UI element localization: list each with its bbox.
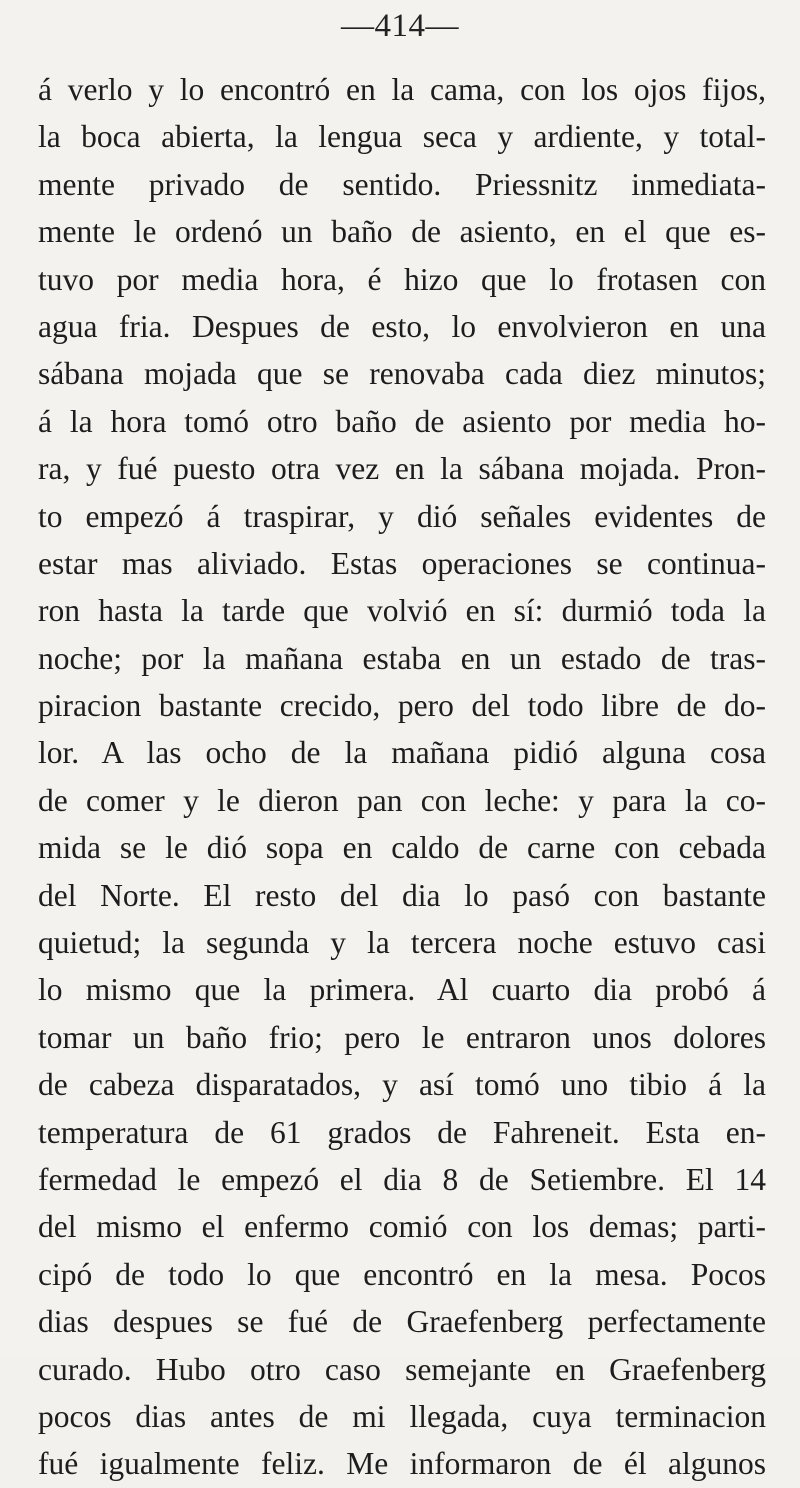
text-line: to empezó á traspirar, y dió señales evidentes de [38, 498, 766, 534]
text-line: lor. A las ocho de la mañana pidió alguna cosa [38, 735, 766, 771]
text-line: lo mismo que la primera. Al cuarto dia probó á [38, 972, 766, 1008]
text-line: mente privado de sentido. Priessnitz inmediata- [38, 166, 766, 202]
text-line: curado. Hubo otro caso semejante en Graefenberg [38, 1351, 766, 1387]
text-line: del mismo el enfermo comió con los demas; parti- [38, 1209, 766, 1245]
text-line: mida se le dió sopa en caldo de carne con cebada [38, 830, 766, 866]
text-line: noche; por la mañana estaba en un estado de tras- [38, 640, 766, 676]
text-line: de comer y le dieron pan con leche: y para la co- [38, 782, 766, 818]
text-line: fermedad le empezó el dia 8 de Setiembre. El 14 [38, 1161, 766, 1197]
text-line: dias despues se fué de Graefenberg perfectamente [38, 1304, 766, 1340]
text-line: estar mas aliviado. Estas operaciones se continua- [38, 545, 766, 581]
text-line: agua fria. Despues de esto, lo envolvieron en una [38, 308, 766, 344]
text-line: mente le ordenó un baño de asiento, en el que es- [38, 214, 766, 250]
text-line: ra, y fué puesto otra vez en la sábana mojada. Pron- [38, 451, 766, 487]
text-line: tuvo por media hora, é hizo que lo frotasen con [38, 261, 766, 297]
text-line: fué igualmente feliz. Me informaron de él algunos [38, 1446, 766, 1482]
page-number: —414— [341, 8, 459, 44]
text-line: de cabeza disparatados, y así tomó uno tibio á la [38, 1067, 766, 1103]
text-line: ron hasta la tarde que volvió en sí: durmió toda la [38, 593, 766, 629]
text-line: cipó de todo lo que encontró en la mesa. Pocos [38, 1256, 766, 1292]
text-line: á la hora tomó otro baño de asiento por media ho- [38, 403, 766, 439]
text-line: sábana mojada que se renovaba cada diez minutos; [38, 356, 766, 392]
text-line: la boca abierta, la lengua seca y ardiente, y total- [38, 119, 766, 155]
text-line: piracion bastante crecido, pero del todo libre de do- [38, 688, 766, 724]
text-line: del Norte. El resto del dia lo pasó con bastante [38, 877, 766, 913]
text-line: tomar un baño frio; pero le entraron unos dolores [38, 1019, 766, 1055]
body-text [38, 66, 766, 1488]
text-line: pocos dias antes de mi llegada, cuya terminacion [38, 1398, 766, 1434]
text-line: quietud; la segunda y la tercera noche estuvo casi [38, 925, 766, 961]
text-line: á verlo y lo encontró en la cama, con los ojos fijos, [38, 72, 766, 107]
text-line: temperatura de 61 grados de Fahreneit. Esta en- [38, 1114, 766, 1150]
